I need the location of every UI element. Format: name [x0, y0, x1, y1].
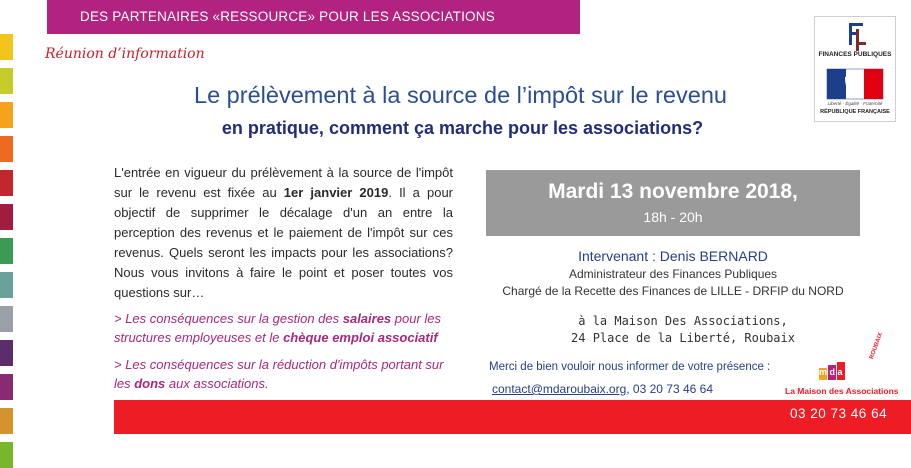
contact-email-link[interactable]: contact@mdaroubaix.org [492, 382, 627, 396]
contact-line: contact@mdaroubaix.org, 03 20 73 46 64 [492, 382, 713, 396]
strip-segment [0, 306, 13, 332]
bullet-dons: > Les conséquences sur la réduction d'impôts portant sur les dons aux associations. [114, 357, 444, 391]
speaker-role: Administrateur des Finances Publiques [568, 267, 778, 281]
contact-phone: 03 20 73 46 64 [632, 382, 713, 396]
finances-logo-motto: Liberté · Égalité · Fraternité [827, 101, 883, 106]
bullet-salaires: > Les conséquences sur la gestion des salaires pour les structures employeuses et le chèque emploi associatif [114, 311, 442, 345]
mda-letters: m d a [819, 367, 843, 377]
strip-segment [0, 340, 13, 366]
venue-line-2: 24 Place de la Liberté, Roubaix [571, 331, 795, 345]
strip-segment [0, 408, 13, 434]
venue-line-1: à la Maison Des Associations, [578, 314, 788, 328]
strip-segment [0, 374, 13, 400]
event-time: 18h - 20h [643, 209, 703, 225]
strip-segment [0, 204, 13, 230]
speaker-position: Chargé de la Recette des Finances de LILLE - DRFIP du NORD [502, 284, 844, 298]
banner-title: DES PARTENAIRES «RESSOURCE» POUR LES ASSOCIATIONS [80, 9, 495, 24]
event-date: Mardi 13 novembre 2018, [548, 180, 798, 203]
page-subtitle: en pratique, comment ça marche pour les associations? [221, 118, 704, 138]
strip-segment [0, 136, 13, 162]
mda-name: La Maison des Associations [785, 386, 899, 396]
strip-segment [0, 442, 13, 468]
strip-segment [0, 272, 13, 298]
strip-segment [0, 238, 13, 264]
page-title: Le prélèvement à la source de l’impôt sur le revenu [194, 82, 727, 108]
speaker-name: Intervenant : Denis BERNARD [578, 248, 768, 264]
rsvp-text: Merci de bien vouloir nous informer de votre présence : [489, 361, 771, 373]
intro-paragraph: L'entrée en vigueur du prélèvement à la source de l'impôt sur le revenu est fixée au 1er janvier 2019. Il a pour objectif de supprimer le décalage d'un an entre la perception des revenus et le paiement de l'impôt sur ces revenus. Quels seront les impacts pour les associations? Nous vous invitons à faire le point et poser toutes vos questions sur… [114, 165, 454, 300]
republique-text: RÉPUBLIQUE FRANÇAISE [820, 109, 890, 115]
strip-segment [0, 170, 13, 196]
event-type-tag: Réunion d’information [45, 46, 205, 62]
mda-city: ROUBAIX [869, 331, 885, 361]
finances-logo-text: FINANCES PUBLIQUES [818, 51, 892, 58]
mda-logo [775, 331, 899, 400]
strip-segment [0, 34, 13, 60]
footer-phone: 03 20 73 46 64 [790, 406, 888, 421]
